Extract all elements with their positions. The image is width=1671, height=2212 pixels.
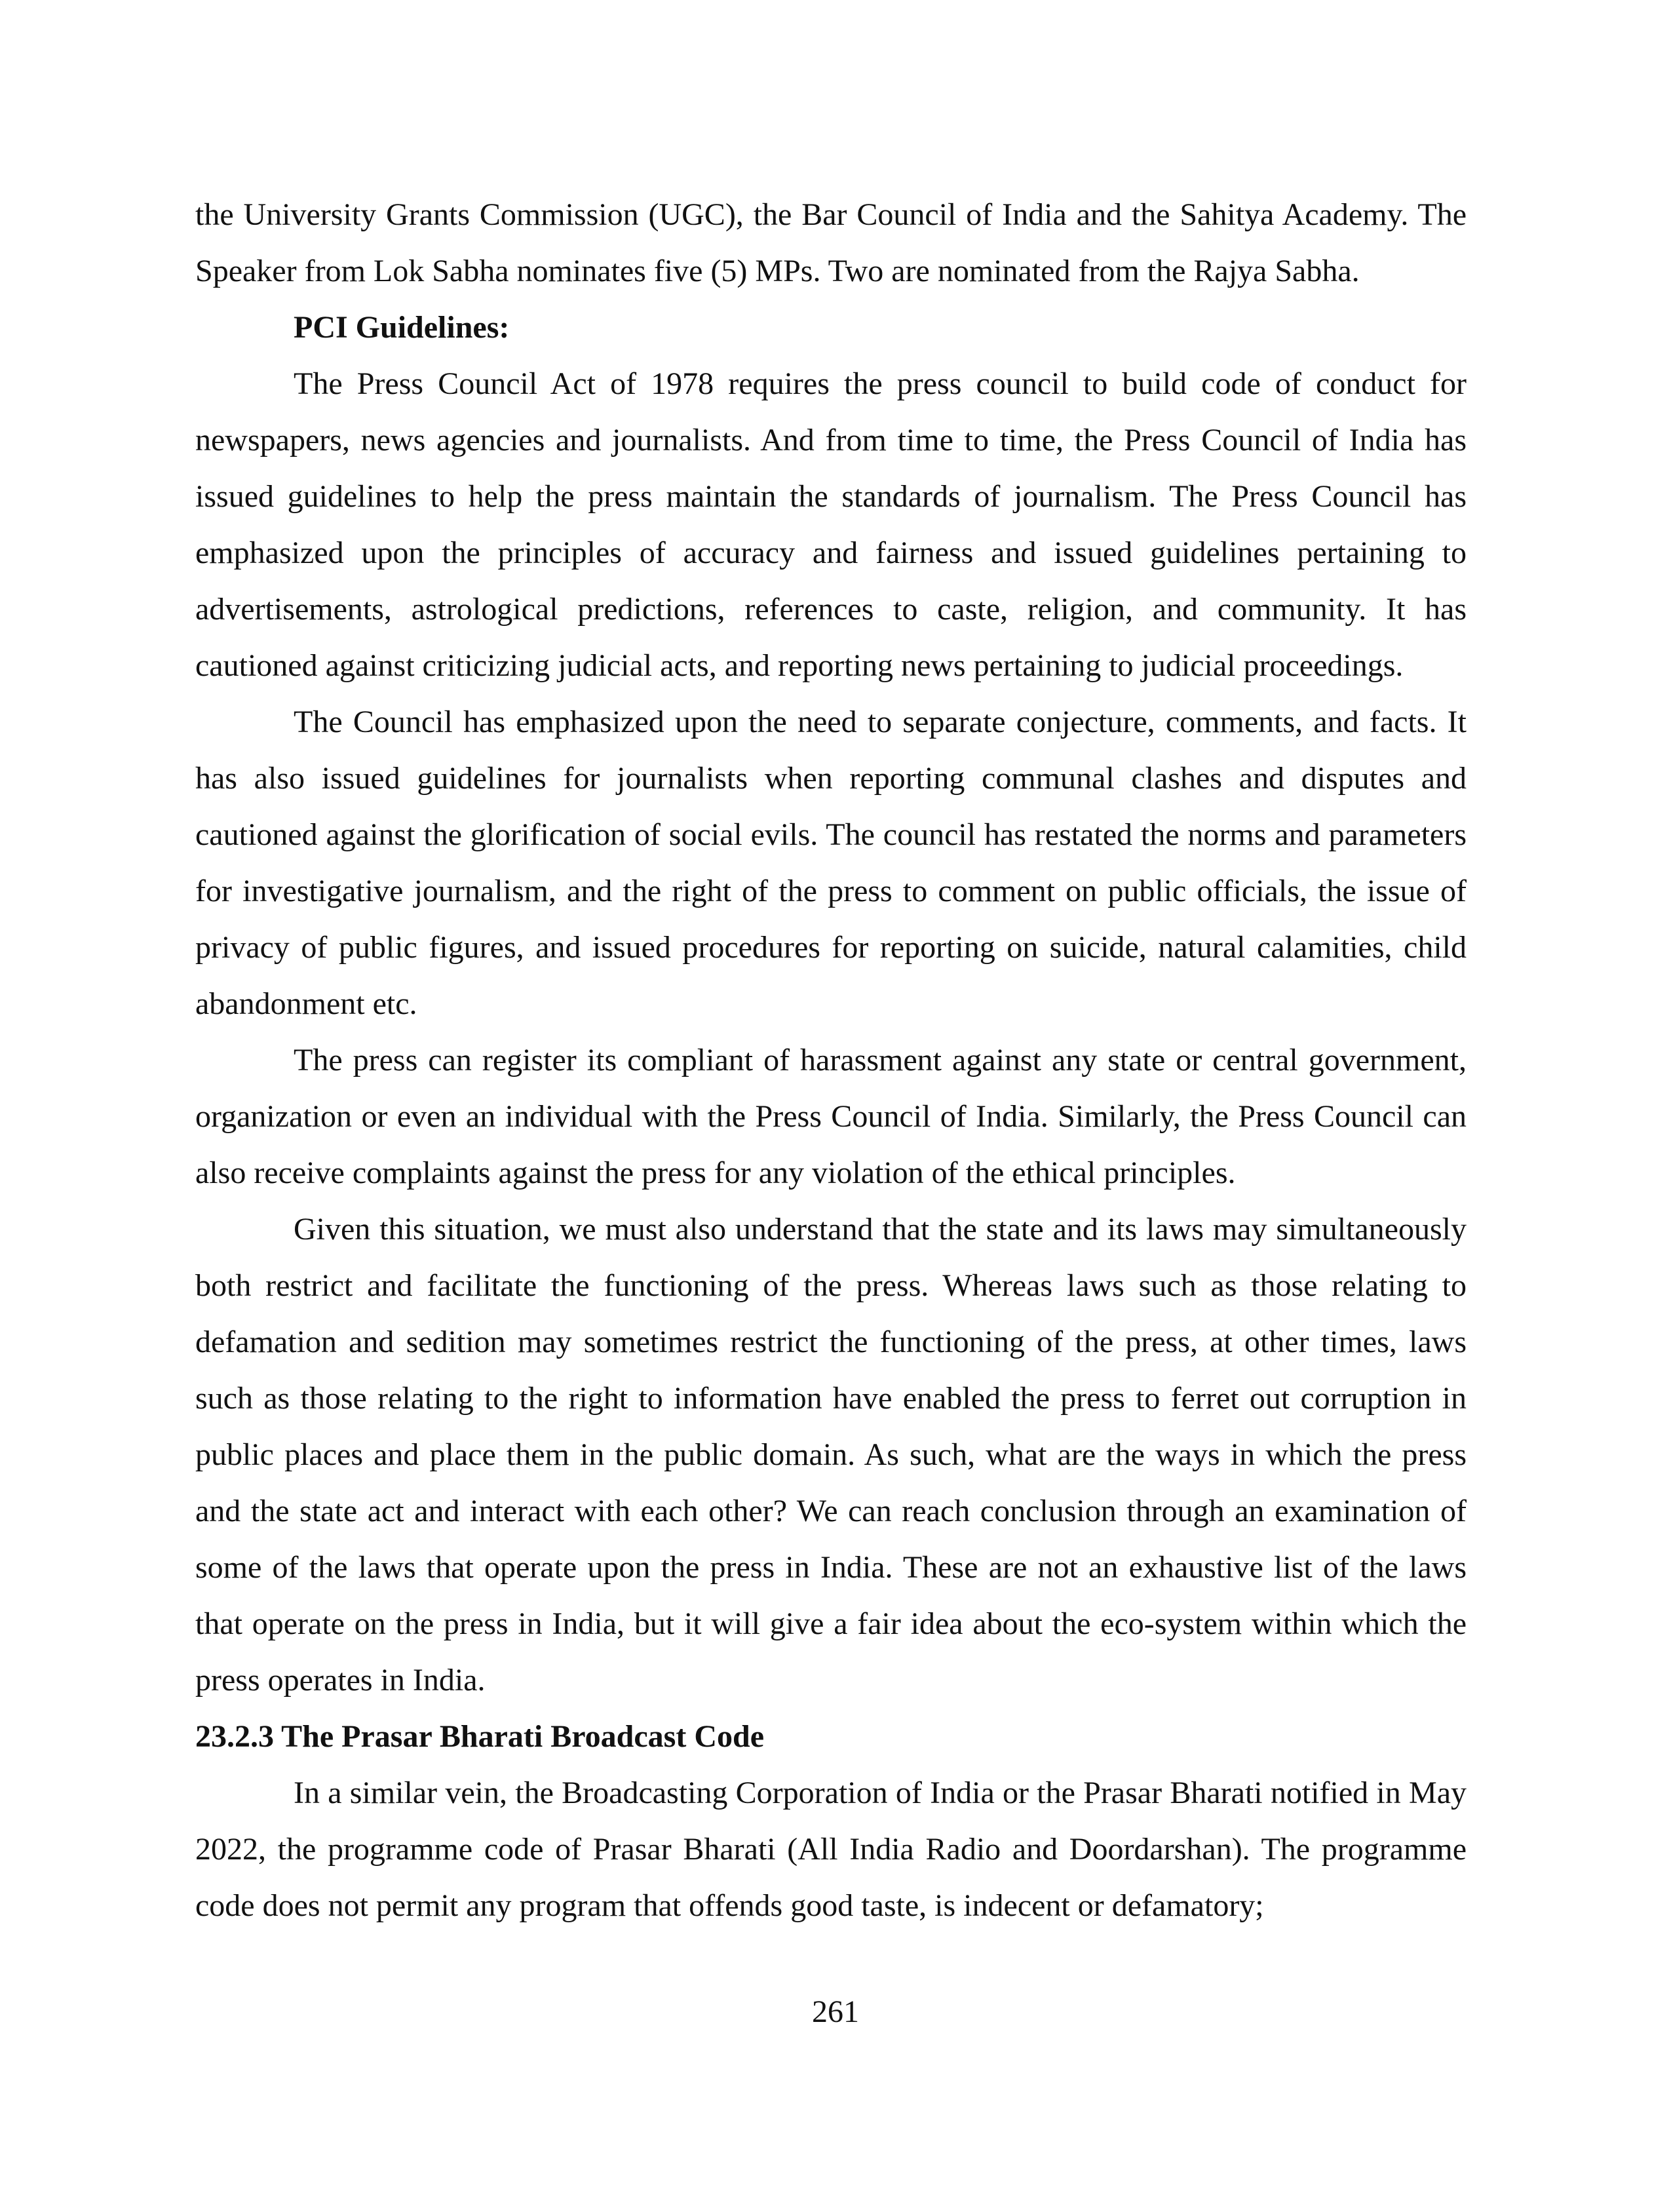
paragraph-prasar-bharati: In a similar vein, the Broadcasting Corporation of India or the Prasar Bharati notified in May 2022, the programme code of Prasar Bharati (All India Radio and Doordarshan). The programme code does not permit any program that offends good taste, is indecent or defamatory; bbox=[195, 1775, 1467, 1923]
page-body bbox=[195, 187, 1467, 1934]
paragraph-council-emphasis: The Council has emphasized upon the need to separate conjecture, comments, and facts. It has also issued guidelines for journalists when reporting communal clashes and disputes and cautioned against the glorification of social evils. The council has restated the norms and parameters for investigative journalism, and the right of the press to comment on public officials, the issue of privacy of public figures, and issued procedures for reporting on suicide, natural calamities, child abandonment etc. bbox=[195, 705, 1467, 1021]
paragraph-press-council-act: The Press Council Act of 1978 requires the press council to build code of conduct for newspapers, news agencies and journalists. And from time to time, the Press Council of India has issued guidelines to help the press maintain the standards of journalism. The Press Council has emphasized upon the principles of accuracy and fairness and issued guidelines pertaining to advertisements, astrological predictions, references to caste, religion, and community. It has cautioned against criticizing judicial acts, and reporting news pertaining to judicial proceedings. bbox=[195, 366, 1467, 683]
heading-prasar-bharati-code: 23.2.3 The Prasar Bharati Broadcast Code bbox=[195, 1719, 765, 1754]
page-number: 261 bbox=[812, 1994, 859, 2029]
paragraph-ugc-nominations: the University Grants Commission (UGC), the Bar Council of India and the Sahitya Academy. The Speaker from Lok Sabha nominates five (5) MPs. Two are nominated from the Rajya Sabha. bbox=[195, 197, 1467, 288]
paragraph-state-and-laws: Given this situation, we must also understand that the state and its laws may simultaneously both restrict and facilitate the functioning of the press. Whereas laws such as those relating to defamation and sedition may sometimes restrict the functioning of the press, at other times, laws such as those relating to the right to information have enabled the press to ferret out corruption in public places and place them in the public domain. As such, what are the ways in which the press and the state act and interact with each other? We can reach conclusion through an examination of some of the laws that operate upon the press in India. These are not an exhaustive list of the laws that operate on the press in India, but it will give a fair idea about the eco-system within which the press operates in India. bbox=[195, 1212, 1467, 1698]
heading-pci-guidelines: PCI Guidelines: bbox=[294, 310, 510, 345]
paragraph-harassment-complaints: The press can register its compliant of harassment against any state or central government, organization or even an individual with the Press Council of India. Similarly, the Press Council can also receive complaints against the press for any violation of the ethical principles. bbox=[195, 1043, 1467, 1190]
